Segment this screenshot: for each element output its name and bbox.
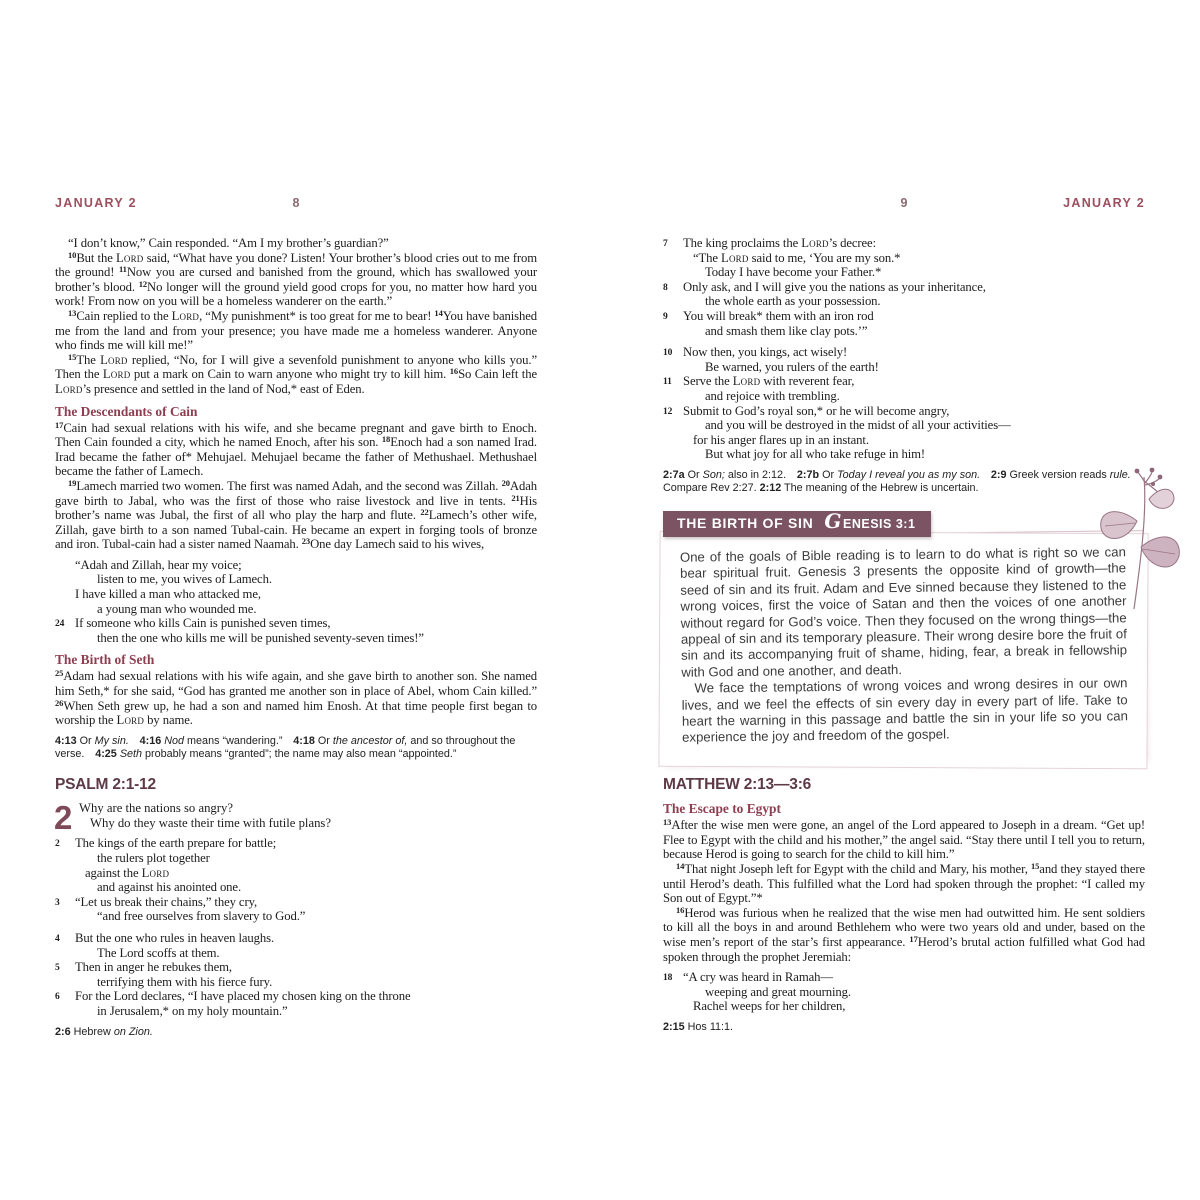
poetry-line: I have killed a man who attacked me,: [75, 587, 261, 602]
stanza-gap: [663, 338, 1145, 345]
poetry-block: [55, 836, 537, 1018]
page-number-right: 9: [900, 196, 908, 210]
chapter-opening: [54, 799, 537, 837]
right-text-column-bottom: [663, 776, 1145, 1034]
poetry-line: listen to me, you wives of Lamech.: [97, 572, 272, 587]
right-text-column-top: [663, 236, 1145, 495]
poetry-line: 3 “Let us break their chains,” they cry,: [55, 894, 258, 909]
poetry-line: 8 Only ask, and I will give you the nations as your inheritance,: [663, 279, 986, 294]
scripture-paragraph: $^{14}$That night Joseph left for Egypt with the child and Mary, his mother, $^{15}$and they stayed there until Herod’s death. This fulfilled what the Lord had spoken through the prophet: “I called my Son out of Egypt.”*: [663, 860, 1145, 906]
poetry-line: 24 If someone who kills Cain is punished seven times,: [55, 616, 331, 631]
reference-initial: G: [824, 508, 843, 533]
scripture-paragraph: $^{16}$Herod was furious when he realized that the wise men had outwitted him. He sent soldiers to kill all the boys in and around Bethlehem who were two years old and under, based on the wise men’s report of the star’s first appearance. $^{17}$Herod’s brutal action fulfilled what God had spoken through the prophet Jeremiah:: [663, 904, 1145, 964]
poetry-line: and against his anointed one.: [97, 880, 242, 895]
devotional-title-bar: [663, 508, 931, 537]
poetry-block: [663, 236, 1145, 462]
devotional-title: THE BIRTH OF SIN: [677, 515, 814, 532]
poetry-line: 12 Submit to God’s royal son,* or he will become angry,: [663, 403, 950, 418]
verse-number: 8: [663, 282, 668, 293]
verse-number: 18: [663, 973, 673, 984]
poetry-line: Rachel weeps for her children,: [693, 999, 846, 1014]
stanza-gap: [55, 924, 537, 931]
poetry-line: “The Lord said to me, ‘You are my son.*: [693, 250, 901, 265]
poetry-line: then the one who kills me will be punished seventy-seven times!”: [97, 630, 424, 645]
devotional-callout: [663, 508, 1145, 761]
poetry-line: 4 But the one who rules in heaven laughs.: [55, 930, 275, 945]
devotional-box: [662, 530, 1147, 764]
running-date-right: JANUARY 2: [1063, 196, 1145, 210]
verse-number: 4: [55, 933, 60, 944]
poetry-line: 18 “A cry was heard in Ramah—: [663, 970, 833, 985]
poetry-line: 9 You will break* them with an iron rod: [663, 308, 874, 323]
section-heading: The Descendants of Cain: [55, 403, 198, 419]
verse-number: 9: [663, 311, 668, 322]
footnote: 2:15 Hos 11:1.: [663, 1020, 734, 1033]
verse-number: 24: [55, 619, 65, 630]
verse-number: 7: [663, 239, 668, 249]
section-heading: The Escape to Egypt: [663, 801, 781, 817]
poetry-block: [55, 558, 537, 646]
poetry-line: Be warned, you rulers of the earth!: [705, 359, 879, 374]
scripture-paragraph: $^{13}$After the wise men were gone, an angel of the Lord appeared to Joseph in a dream. “Get up! Flee to Egypt with the child and his mother,” the angel said. “Stay there until I tell you to return, because Herod is going to search for the child to kill him.”: [663, 817, 1145, 862]
scripture-paragraph: $^{13}$Cain replied to the Lord, “My punishment* is too great for me to bear! $^{14}$You have banished me from the land and from your presence; you have made me a homeless wanderer. Anyone who finds me will kill me!”: [55, 307, 538, 353]
poetry-line: “and free ourselves from slavery to God.”: [97, 909, 306, 924]
reading-reference-heading: MATTHEW 2:13—3:6: [663, 776, 812, 794]
poetry-line: weeping and great mourning.: [705, 984, 851, 999]
verse-number: 10: [663, 348, 673, 359]
poetry-line: The Lord scoffs at them.: [97, 945, 220, 960]
poetry-line: Why are the nations so angry?: [79, 801, 233, 816]
left-text-column: [55, 236, 537, 1039]
poetry-line: “Adah and Zillah, hear my voice;: [75, 557, 242, 572]
section-heading: The Birth of Seth: [55, 652, 155, 668]
verse-number: 2: [55, 839, 60, 850]
verse-number: 6: [55, 992, 60, 1003]
chapter-number: 2: [54, 799, 72, 837]
footnote: 4:13 Or My sin. 4:16 Nod means “wandering.” 4:18 Or the ancestor of, and so throughout the verse. 4:25 Seth probably means “granted”; the name may also mean “appointed.”: [55, 734, 516, 761]
scripture-paragraph: $^{10}$But the Lord said, “What have you done? Listen! Your brother’s blood cries out to me from the ground! $^{11}$Now you are cursed and banished from the ground, which has swallowed your brother’s blood. $^{12}$No longer will the ground yield good crops for you, no matter how hard you work! From now on you will be a homeless wanderer on the earth.”: [55, 249, 537, 309]
poetry-line: in Jerusalem,* on my holy mountain.”: [97, 1003, 288, 1018]
running-header-left: [55, 196, 537, 210]
verse-number: 3: [55, 897, 60, 908]
scripture-paragraph: $^{19}$Lamech married two women. The first was named Adah, and the second was Zillah. $^{20}$Adah gave birth to Jabal, who was the first of those who raise livestock and live in tents. $^{21}$His brother’s name was Jubal, the first of all who play the harp and flute. $^{22}$Lamech’s other wife, Zillah, gave birth to a son named Tubal-cain. He became an expert in forging tools of bronze and iron. Tubal-cain had a sister named Naamah. $^{23}$One day Lamech said to his wives,: [55, 477, 537, 552]
reading-reference-heading: PSALM 2:1-12: [55, 776, 156, 794]
poetry-line: 5 Then in anger he rebukes them,: [55, 960, 232, 975]
devotional-paragraph: One of the goals of Bible reading is to learn to do what is right so we can bear spiritual fruit. Genesis 3 presents the opposite kind of growth—the seed of sin and its fruit. Adam and Eve sinned because they listened to the wrong voices, first the voice of Satan and then the voices of one another without regard for God’s voice. Then they focused on the wrong things—the appeal of sin and its temporary pleasure. Their wrong desire bore the fruit of sin and its accompanying fruit of shame, hiding, fear, a break in fellowship with God and one another, and death.: [679, 544, 1128, 680]
poetry-line: Today I have become your Father.*: [705, 265, 882, 280]
verse-number: 11: [663, 377, 672, 388]
running-date-left: JANUARY 2: [55, 196, 137, 210]
poetry-line: and rejoice with trembling.: [705, 388, 840, 403]
devotional-paragraph: We face the temptations of wrong voices and wrong desires in our own lives, and we feel the effects of sin every day in every part of life. Take to heart the warning in this passage and battle the sin in your life so you can experience the joy and freedom of the gospel.: [681, 675, 1128, 746]
poetry-line: a young man who wounded me.: [97, 601, 257, 616]
poetry-line: and smash them like clay pots.’”: [705, 323, 868, 338]
poetry-line: 11 Serve the Lord with reverent fear,: [663, 374, 855, 389]
poetry-line: 2 The kings of the earth prepare for battle;: [55, 836, 277, 851]
poetry-block: [663, 970, 1145, 1014]
page-number-left: 8: [292, 196, 300, 210]
poetry-line: 10 Now then, you kings, act wisely!: [663, 345, 848, 360]
page-left: [55, 196, 537, 1039]
scripture-paragraph: $^{15}$The Lord replied, “No, for I will give a sevenfold punishment to anyone who kills you.” Then the Lord put a mark on Cain to warn anyone who might try to kill him. $^{16}$So Cain left the Lord’s presence and settled in the land of Nod,* east of Eden.: [55, 351, 538, 396]
running-header-right: [663, 196, 1145, 210]
verse-number: 12: [663, 406, 673, 417]
footnote: 2:7a Or Son; also in 2:12. 2:7b Or Today I reveal you as my son. 2:9 Greek version reads rule. Compare Rev 2:27. 2:12 The meaning of the Hebrew is uncertain.: [663, 468, 1131, 495]
verse-number: 5: [55, 963, 60, 974]
poetry-line: terrifying them with his fierce fury.: [97, 974, 273, 989]
scripture-paragraph: $^{17}$Cain had sexual relations with his wife, and she became pregnant and gave birth to Enoch. Then Cain founded a city, which he named Enoch, after his son. $^{18}$Enoch had a son named Irad. Irad became the father of* Mehujael. Mehujael became the father of Methushael. Methushael became the father of Lamech.: [55, 419, 537, 479]
poetry-line: Why do they waste their time with futile plans?: [90, 815, 332, 830]
poetry-line: for his anger flares up in an instant.: [693, 432, 869, 447]
page-right: [663, 196, 1145, 1039]
poetry-line: 7 The king proclaims the Lord’s decree:: [663, 236, 877, 250]
scripture-paragraph: $^{25}$Adam had sexual relations with his wife again, and she gave birth to another son. She named him Seth,* for she said, “God has granted me another son in place of Abel, whom Cain killed.” $^{26}$When Seth grew up, he had a son and named him Enosh. At that time people first began to worship the Lord by name.: [55, 668, 537, 728]
poetry-line: against the Lord: [85, 865, 170, 880]
poetry-line: the whole earth as your possession.: [705, 294, 881, 309]
poetry-line: But what joy for all who take refuge in him!: [705, 447, 926, 462]
scripture-paragraph: “I don’t know,” Cain responded. “Am I my brother’s guardian?”: [68, 236, 389, 250]
footnote: 2:6 Hebrew on Zion.: [55, 1025, 153, 1038]
devotional-reference: [824, 508, 916, 533]
poetry-line: the rulers plot together: [97, 851, 210, 865]
reference-rest: ENESIS 3:1: [843, 516, 916, 531]
poetry-line: and you will be destroyed in the midst of all your activities—: [705, 418, 1011, 433]
book-spread: [0, 196, 1200, 1039]
poetry-line: 6 For the Lord declares, “I have placed my chosen king on the throne: [55, 989, 411, 1004]
